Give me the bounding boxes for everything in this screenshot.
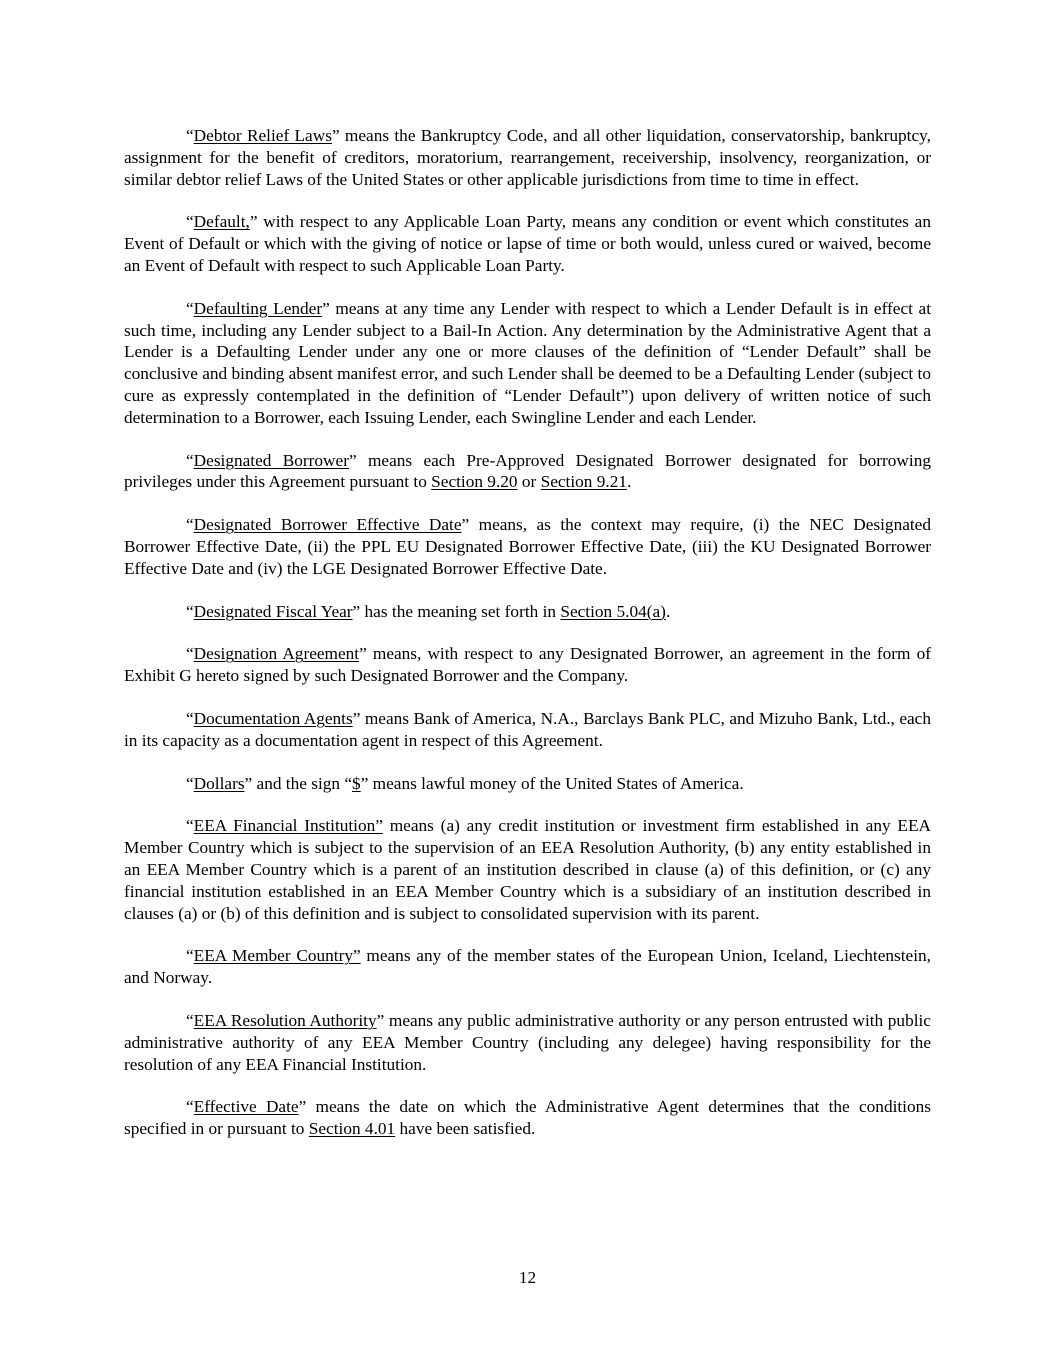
definition-text: have been satisfied. bbox=[395, 1119, 536, 1139]
definitions-list bbox=[124, 125, 931, 1161]
definition-designation-agreement: “Designation Agreement” means, with respect to any Designated Borrower, an agreement in the form of Exhibit G hereto signed by such Designated Borrower and the Company. bbox=[124, 644, 931, 686]
definition-debtor-relief-laws: “Debtor Relief Laws” means the Bankruptcy Code, and all other liquidation, conservatorship, bankruptcy, assignment for the benefit of creditors, moratorium, rearrangement, receivership, insolvency, reorganization, or similar debtor relief Laws of the United States or other applicable jurisdictions from time to time in effect. bbox=[124, 126, 931, 189]
definition-text: ” means at any time any Lender with respect to which a Lender Default is in effect at such time, including any Lender subject to a Bail-In Action. Any determination by the Administrative Agent that a Lender is a Defaulting Lender under any one or more clauses of the definition of “Lender Default” shall be conclusive and binding absent manifest error, and such Lender shall be deemed to be a Defaulting Lender (subject to cure as expressly contemplated in the definition of “Lender Default”) upon delivery of written notice of such determination to a Borrower, each Issuing Lender, each Swingline Lender and each Lender. bbox=[124, 298, 931, 427]
definition-text: means any of the member states of the European Union, Iceland, Liechtenstein, and Norway. bbox=[124, 946, 931, 988]
defined-term: EEA Member Country” bbox=[193, 946, 361, 966]
page-number: 12 bbox=[518, 1268, 537, 1287]
definition-text: or bbox=[517, 472, 541, 492]
defined-term: Defaulting Lender bbox=[193, 298, 323, 318]
section-reference-link[interactable]: Section 9.21 bbox=[540, 472, 628, 492]
definition-text: ” means the Bankruptcy Code, and all other liquidation, conservatorship, bankruptcy, assignment for the benefit of creditors, moratorium, rearrangement, receivership, insolvency, reorganization, or similar debtor relief Laws of the United States or other applicable jurisdictions from time to time in effect. bbox=[124, 126, 931, 189]
definition-designated-borrower-effective-date: “Designated Borrower Effective Date” means, as the context may require, (i) the NEC Designated Borrower Effective Date, (ii) the PPL EU Designated Borrower Effective Date, (iii) the KU Designated Borrower Effective Date and (iv) the LGE Designated Borrower Effective Date. bbox=[124, 515, 931, 578]
defined-term: Debtor Relief Laws bbox=[193, 126, 332, 145]
definition-text: . bbox=[665, 601, 671, 621]
definition-text: ” with respect to any Applicable Loan Party, means any condition or event which constitutes an Event of Default or which with the giving of notice or lapse of time or both would, unless cured or waived, become an Event of Default with respect to such Applicable Loan Party. bbox=[124, 212, 931, 275]
section-reference-link[interactable]: Section 9.20 bbox=[431, 472, 518, 492]
defined-term: EEA Financial Institution” bbox=[193, 816, 383, 836]
definition-defaulting-lender: “Defaulting Lender” means at any time any Lender with respect to which a Lender Default is in effect at such time, including any Lender subject to a Bail-In Action. Any determination by the Administrative Agent that a Lender is a Defaulting Lender under any one or more clauses of the definition of “Lender Default” shall be conclusive and binding absent manifest error, and such Lender shall be deemed to be a Defaulting Lender (subject to cure as expressly contemplated in the definition of “Lender Default”) upon delivery of written notice of such determination to a Borrower, each Issuing Lender, each Swingline Lender and each Lender. bbox=[124, 298, 931, 427]
definition-text: means (a) any credit institution or investment firm established in any EEA Member Country which is subject to the supervision of an EEA Resolution Authority, (b) any entity established in an EEA Member Country which is a parent of an institution described in clause (a) of this definition, or (c) any financial institution established in an EEA Member Country which is a subsidiary of an institution described in clauses (a) or (b) of this definition and is subject to consolidated supervision with its parent. bbox=[124, 816, 931, 923]
definition-eea-resolution-authority: “EEA Resolution Authority” means any public administrative authority or any person entrusted with public administrative authority of any EEA Member Country (including any delegee) having responsibility for the resolution of any EEA Financial Institution. bbox=[124, 1010, 931, 1074]
definition-documentation-agents: “Documentation Agents” means Bank of America, N.A., Barclays Bank PLC, and Mizuho Bank, Ltd., each in its capacity as a documentation agent in respect of this Agreement. bbox=[124, 708, 931, 750]
section-reference-link[interactable]: Section 5.04(a) bbox=[560, 601, 666, 621]
definition-eea-financial-institution: “EEA Financial Institution” means (a) any credit institution or investment firm established in any EEA Member Country which is subject to the supervision of an EEA Resolution Authority, (b) any entity established in an EEA Member Country which is a parent of an institution described in clause (a) of this definition, or (c) any financial institution established in an EEA Member Country which is a subsidiary of an institution described in clauses (a) or (b) of this definition and is subject to consolidated supervision with its parent. bbox=[124, 816, 931, 923]
defined-term: Effective Date bbox=[193, 1097, 299, 1117]
definition-text: ” has the meaning set forth in bbox=[352, 601, 561, 621]
definition-default: “Default,” with respect to any Applicable Loan Party, means any condition or event which constitutes an Event of Default or which with the giving of notice or lapse of time or both would, unless cured or waived, become an Event of Default with respect to such Applicable Loan Party. bbox=[124, 212, 931, 275]
definition-text: ” means the date on which the Administrative Agent determines that the conditions specified in or pursuant to bbox=[124, 1097, 931, 1139]
defined-term: Dollars bbox=[193, 773, 245, 793]
definition-text: ” means Bank of America, N.A., Barclays Bank PLC, and Mizuho Bank, Ltd., each in its capacity as a documentation agent in respect of this Agreement. bbox=[124, 708, 931, 750]
defined-term: Designated Borrower Effective Date bbox=[193, 515, 462, 535]
definition-text: ” means lawful money of the United States of America. bbox=[360, 773, 744, 793]
defined-term: Default, bbox=[193, 212, 250, 232]
defined-term-symbol: $ bbox=[352, 773, 361, 793]
defined-term: Designated Borrower bbox=[193, 450, 349, 470]
definition-designated-fiscal-year: “Designated Fiscal Year” has the meaning set forth in Section 5.04(a). bbox=[186, 601, 671, 621]
definition-designated-borrower: “Designated Borrower” means each Pre-Approved Designated Borrower designated for borrowing privileges under this Agreement pursuant to Section 9.20 or Section 9.21. bbox=[124, 450, 931, 492]
definition-text: ” means any public administrative authority or any person entrusted with public administrative authority of any EEA Member Country (including any delegee) having responsibility for the resolution of any EEA Financial Institution. bbox=[124, 1010, 931, 1074]
defined-term: EEA Resolution Authority bbox=[193, 1010, 377, 1030]
definition-effective-date: “Effective Date” means the date on which the Administrative Agent determines that the conditions specified in or pursuant to Section 4.01 have been satisfied. bbox=[124, 1097, 931, 1139]
definition-text: ” means, with respect to any Designated Borrower, an agreement in the form of Exhibit G hereto signed by such Designated Borrower and the Company. bbox=[124, 644, 931, 686]
defined-term: Designated Fiscal Year bbox=[193, 601, 353, 621]
definition-text: ” means, as the context may require, (i) the NEC Designated Borrower Effective Date, (ii) the PPL EU Designated Borrower Effective Date, (iii) the KU Designated Borrower Effective Date and (iv) the LGE Designated Borrower Effective Date. bbox=[124, 515, 931, 578]
definition-text: ” means each Pre-Approved Designated Borrower designated for borrowing privileges under this Agreement pursuant to bbox=[124, 450, 931, 492]
definition-eea-member-country: “EEA Member Country” means any of the member states of the European Union, Iceland, Liechtenstein, and Norway. bbox=[124, 946, 931, 988]
definition-text: ” and the sign “ bbox=[244, 773, 353, 793]
defined-term: Designation Agreement bbox=[193, 644, 360, 664]
definition-dollars: “Dollars” and the sign “$” means lawful money of the United States of America. bbox=[186, 773, 744, 793]
section-reference-link[interactable]: Section 4.01 bbox=[308, 1119, 396, 1139]
definition-text: . bbox=[627, 472, 632, 492]
defined-term: Documentation Agents bbox=[193, 708, 353, 728]
